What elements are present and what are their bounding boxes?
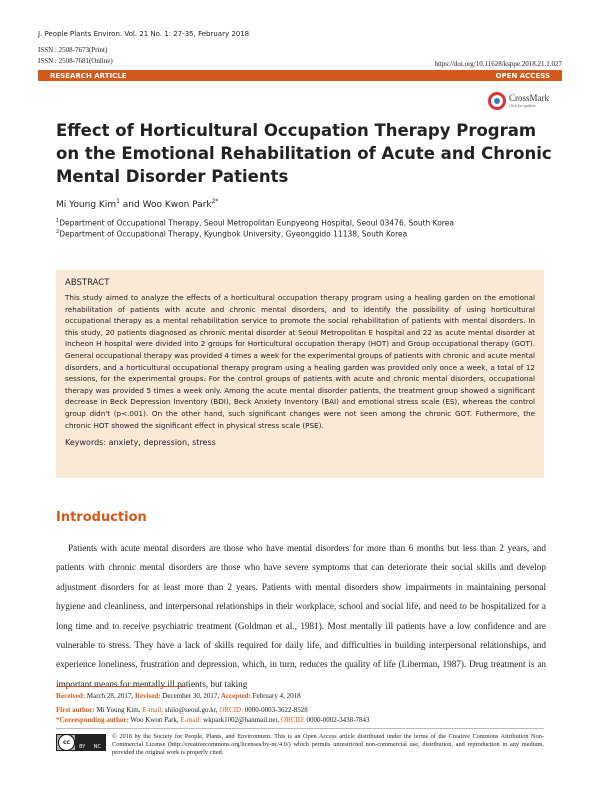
revised-date: December 30, 2017, (160, 692, 221, 700)
author-1-sup: 1 (116, 198, 120, 205)
corresponding-name: Woo Kwon Park, (128, 716, 181, 724)
introduction-heading: Introduction (56, 510, 147, 525)
affiliation-1 (56, 218, 454, 228)
accepted-date: February 4, 2018 (250, 692, 301, 700)
first-email-label: E-mail: (142, 706, 164, 714)
affiliation-1-text: Department of Occupational Therapy, Seoul Metropolitan Eunpyeong Hospital, Seoul 03476, South Korea (59, 218, 454, 228)
author-1: Mi Young Kim (56, 200, 117, 210)
paper-title: Effect of Horticultural Occupation Therapy Program on the Emotional Rehabilitation of Acute and Chronic Mental Disorder Patients (56, 121, 552, 186)
author-list (56, 198, 218, 210)
doi-link[interactable]: https://doi.org/10.11628/ksppe.2018.21.1.027 (434, 60, 562, 68)
first-author-label: First author: (56, 706, 95, 714)
affiliation-1-sup: 1 (56, 218, 60, 224)
author-2-sup: 2* (211, 198, 219, 205)
introduction-body (56, 539, 546, 694)
affiliation-2 (56, 229, 407, 239)
crossmark-badge[interactable] (488, 90, 560, 112)
corr-orcid[interactable]: 0000-0002-3438-7843 (304, 716, 370, 724)
corr-orcid-label: ORCID: (280, 716, 305, 724)
received-dates (56, 692, 301, 700)
keywords-label: Keywords: (65, 438, 107, 448)
abstract-box (56, 270, 544, 478)
cc-by-nc-strip (75, 735, 105, 751)
corr-email-label: E-mail: (180, 716, 202, 724)
affiliation-2-sup: 2 (56, 229, 60, 235)
first-orcid-label: ORCID: (219, 706, 244, 714)
crossmark-sub: click for updates (509, 103, 536, 108)
author-2: Woo Kwon Park (142, 200, 212, 210)
received-label: Received: (56, 692, 86, 700)
article-type: RESEARCH ARTICLE (50, 71, 127, 80)
revised-label: Revised: (134, 692, 161, 700)
first-orcid[interactable]: 0000-0003-3622-8528 (243, 706, 308, 714)
crossmark-icon (488, 92, 506, 110)
open-access-label: OPEN ACCESS (495, 71, 550, 80)
license-divider (56, 728, 544, 729)
issn-print: ISSN : 2508-7673(Print) (38, 46, 108, 54)
introduction-paragraph: Patients with acute mental disorders are those who have mental disorders for more than 6 months but less than 2 years, and patients with chronic mental disorders are those who have severe symptoms that can deteriorate their social skills and develop adjustment disorders for at least more than 2 years. Patients with mental disorders show impairments in maintaining personal hygiene and cleanliness, and interpersonal relationships in their workplace, school and social life, and need to be hospitalized for a long time and to receive psychiatric treatment (Goldman et al., 1981). Most mentally ill patients have a low confidence and are vulnerable to stress. They have a lack of skills required for daily life, and difficulties in building interpersonal relationships, and experience loneliness, frustration and depression, which, in turn, reduces the quality of life (Liberman, 1987). Drug treatment is an important means for mentally ill patients, but taking (56, 543, 546, 689)
corr-email[interactable]: wkpark1002@hanmail.net, (201, 716, 281, 724)
cc-nc-label: NC (93, 743, 101, 750)
corresponding-author-note (56, 716, 369, 724)
received-date: March 28, 2017, (85, 692, 135, 700)
keywords-list: anxiety, depression, stress (106, 438, 216, 448)
author-conjunction: and (119, 200, 143, 210)
first-email[interactable]: shilo@seoul.go.kr, (163, 706, 220, 714)
accepted-label: Accepted: (220, 692, 251, 700)
footnote-divider (56, 686, 186, 687)
affiliation-2-text: Department of Occupational Therapy, Kyungbok University, Gyeonggido 11138, South Korea (59, 229, 408, 239)
crossmark-label: CrossMark (509, 93, 549, 103)
cc-license-badge[interactable] (56, 734, 106, 751)
cc-by-label: BY (79, 743, 86, 750)
first-author-note (56, 706, 308, 714)
keywords (65, 438, 535, 447)
abstract-heading: ABSTRACT (65, 278, 110, 288)
issn-online: ISSN : 2508-7681(Online) (38, 57, 113, 65)
corresponding-label: *Corresponding author: (56, 716, 129, 724)
cc-icon: cc (58, 734, 75, 751)
abstract-body: This study aimed to analyze the effects of a horticultural occupation therapy program using a healing garden on the emotional rehabilitation of patients with acute and chronic mental disorders, and to identify the possibility of using horticultural occupational therapy as a mental rehabilitation service to promote the social rehabilitation of patients with mental disorders. In this study, 20 patients diagnosed as chronic mental disorder at Seoul Metropolitan E hospital and 22 as acute mental disorder at Incheon H hospital were divided into 2 groups for Horticultural occupation therapy (HOT) and Group occupational therapy (GOT). General occupational therapy was provided 4 times a week for the experimental groups of patients with chronic and acute mental disorders, and a horticultural occupational therapy program using a healing garden was provided only once a week, a total of 12 sessions, for the experimental groups. For the control groups of patients with acute and chronic mental disorders, occupational therapy was provided 5 times a week only. Among the acute mental disorder patients, the treatment group showed a significant decrease in Beck Depression Inventory (BDI), Beck Anxiety Inventory (BAI) and emotional stress scale (ES), whereas the control group didn't (p<.001). On the other hand, such significant changes were not seen among the chronic GOT. Futhermore, the chronic HOT showed the significant effect in physical stress scale (PSE). (65, 293, 535, 430)
article-type-bar (38, 70, 562, 81)
first-author-name: Mi Young Kim, (94, 706, 143, 714)
license-text: © 2018 by the Society for People, Plants, and Environment. This is an Open Access article distributed under the terms of the Creative Commons Attribution Non-Commercial License (http://creativecommons.org/licenses/by-nc/4.0/) which permits unrestricted non-commercial use, distribution, and reproduction in any medium, provided the original work is properly cited. (112, 733, 544, 756)
journal-citation: J. People Plants Environ. Vol. 21 No. 1: 27-35, February 2018 (38, 30, 250, 38)
